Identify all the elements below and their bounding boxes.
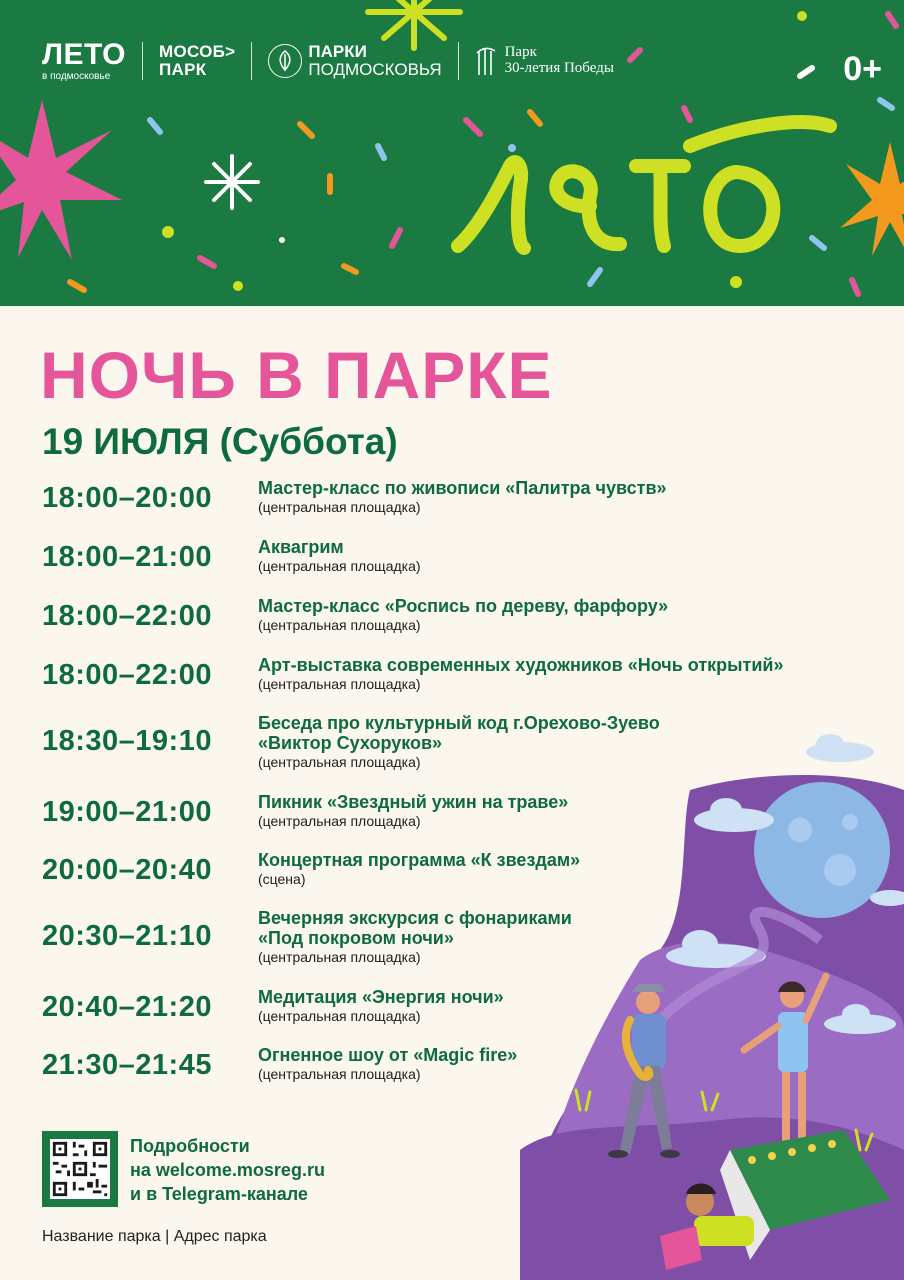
mosobpark-logo-line1: МОСОБ>: [158, 42, 236, 62]
info-line: и в Telegram-канале: [130, 1184, 308, 1204]
schedule-title: Мастер-класс «Роспись по дереву, фарфору»: [258, 596, 669, 616]
qr-code[interactable]: [42, 1131, 118, 1207]
schedule-place: (центральная площадка): [258, 1066, 421, 1082]
park30-logo-line1: Парк: [504, 44, 537, 61]
qr-code-icon: [50, 1139, 110, 1199]
schedule-place: (центральная площадка): [258, 676, 421, 692]
schedule-place: (центральная площадка): [258, 617, 421, 633]
schedule-title: Концертная программа «К звездам»: [258, 850, 581, 870]
schedule-time: 18:00–22:00: [42, 659, 212, 691]
moon-icon: [754, 782, 890, 918]
more-info-text: [130, 1134, 325, 1206]
park-address: Название парка | Адрес парка: [42, 1228, 267, 1245]
schedule-title: Беседа про культурный код г.Орехово-Зуево «Виктор Сухоруков»: [258, 713, 660, 753]
park30-logo-line2: 30-летия Победы: [504, 60, 614, 76]
schedule-time: 18:30–19:10: [42, 725, 212, 757]
header-banner: [0, 0, 904, 306]
leto-logo: [42, 40, 126, 82]
schedule-time: 18:00–21:00: [42, 541, 212, 573]
schedule-time: 18:00–22:00: [42, 600, 212, 632]
schedule-title: Огненное шоу от «Magic fire»: [258, 1045, 518, 1065]
leaf-icon: [268, 44, 302, 78]
event-date: 19 ИЮЛЯ (Суббота): [42, 421, 398, 462]
park30-logo: [475, 45, 614, 77]
schedule-place: (сцена): [258, 871, 306, 887]
leto-logo-subtext: в подмосковье: [42, 71, 111, 82]
schedule-title: Аквагрим: [258, 537, 344, 557]
schedule-time: 20:40–21:20: [42, 991, 212, 1023]
schedule-place: (центральная площадка): [258, 558, 421, 574]
parki-logo-line1: ПАРКИ: [308, 42, 367, 62]
schedule-title: Медитация «Энергия ночи»: [258, 987, 504, 1007]
schedule-time: 19:00–21:00: [42, 796, 212, 828]
schedule-time: 21:30–21:45: [42, 1049, 212, 1081]
schedule-place: (центральная площадка): [258, 949, 421, 965]
info-line: Подробности: [130, 1136, 250, 1156]
schedule-title: Вечерняя экскурсия с фонариками «Под покровом ночи»: [258, 908, 572, 948]
schedule-place: (центральная площадка): [258, 754, 421, 770]
schedule-place: (центральная площадка): [258, 1008, 421, 1024]
parki-logo-line2: ПОДМОСКОВЬЯ: [308, 60, 442, 79]
mosobpark-logo-line2: ПАРК: [158, 60, 207, 79]
schedule-place: (центральная площадка): [258, 813, 421, 829]
leto-lettering: [440, 96, 860, 276]
leto-logo-text: ЛЕТО: [42, 38, 126, 71]
mosobpark-logo: [159, 43, 235, 79]
schedule-time: 18:00–20:00: [42, 482, 212, 514]
night-picnic-illustration: [520, 730, 904, 1280]
schedule-place: (центральная площадка): [258, 499, 421, 515]
schedule-title: Мастер-класс по живописи «Палитра чувств»: [258, 478, 667, 498]
age-rating-badge: 0+: [843, 50, 882, 88]
park-columns-icon: [475, 45, 501, 77]
schedule-title: Пикник «Звездный ужин на траве»: [258, 792, 569, 812]
logo-divider: [251, 42, 252, 80]
schedule-time: 20:00–20:40: [42, 854, 212, 886]
poster-title: НОЧЬ В ПАРКЕ: [40, 338, 553, 412]
schedule-time: 20:30–21:10: [42, 920, 212, 952]
partner-logos: [42, 36, 614, 86]
schedule-title: Арт-выставка современных художников «Ночь открытий»: [258, 655, 784, 675]
parki-podmoskovya-logo: [268, 43, 441, 79]
logo-divider: [142, 42, 143, 80]
logo-divider: [458, 42, 459, 80]
info-link[interactable]: на welcome.mosreg.ru: [130, 1160, 325, 1180]
